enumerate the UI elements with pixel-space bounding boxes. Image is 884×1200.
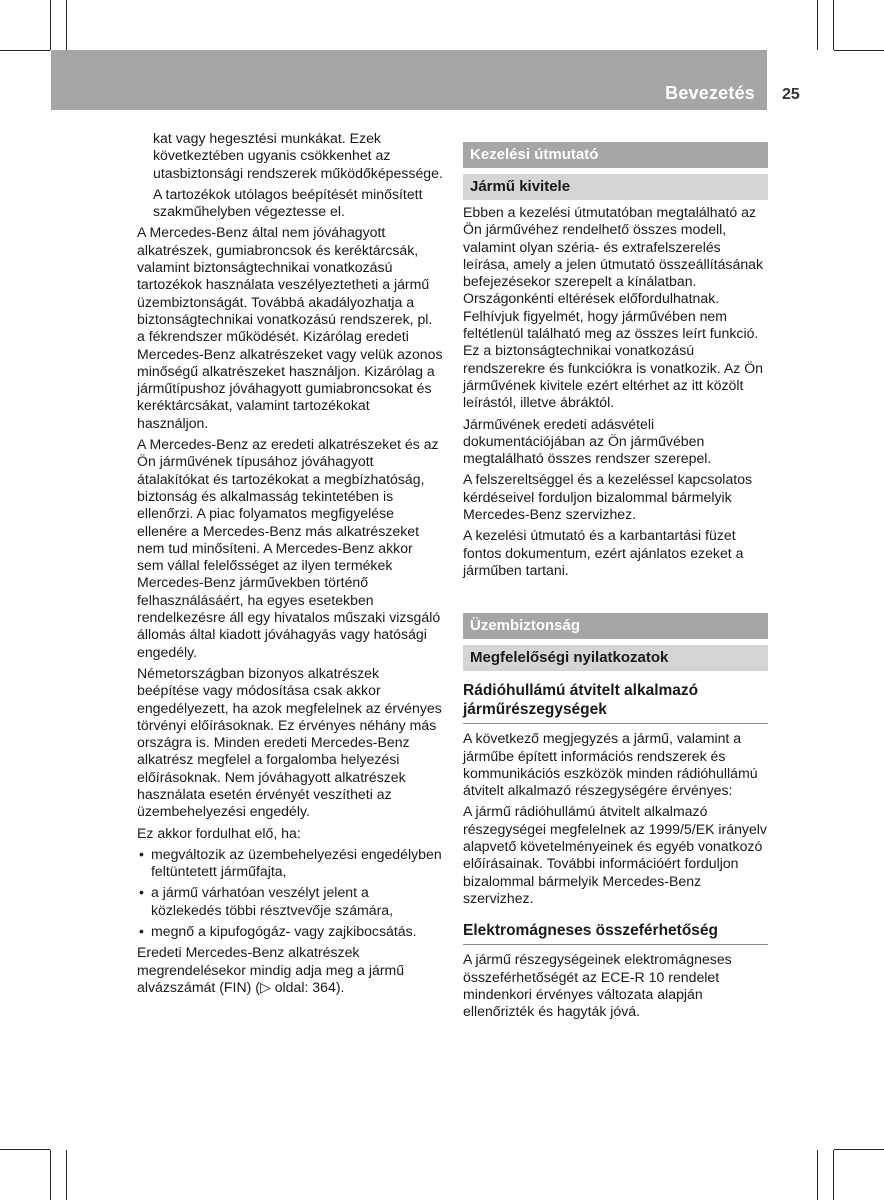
bullet-list (137, 846, 443, 940)
crop-mark (66, 1150, 67, 1200)
page-number-box (770, 50, 816, 110)
subsection-title: Megfelelőségi nyilatkozatok (463, 645, 768, 671)
paragraph: A Mercedes-Benz az eredeti alkatrészeket és az Ön járművének típusához jóváhagyott átalakítókat és tartozékokat a megbízhatóság, biztonság és alkalmasság tekintetében is ellenőrzi. A piac folyamatos megfigyelése ellenére a Mercedes-Benz más alkatrészeket nem tud minősíteni. A Mercedes-Benz akkor sem vállal felelősséget az ilyen termékek Mercedes-Benz járművekben történő felhasználásáért, ha egyes esetekben rendelkezésre áll egy hivatalos műszaki vizsgáló állomás által kiadott jóváhagyás vagy hatósági engedély. (137, 436, 441, 660)
chapter-title: Bevezetés (665, 83, 755, 103)
list-item: • megnő a kipufogógáz- vagy zajkibocsátás. (137, 923, 443, 940)
heading-emc: Elektromágneses összeférhetőség (463, 921, 768, 945)
crop-mark (833, 0, 834, 50)
crop-mark (834, 1149, 884, 1150)
paragraph: A felszereltséggel és a kezeléssel kapcsolatos kérdéseivel forduljon bizalommal bármelyik Mercedes-Benz szervizhez. (463, 471, 753, 523)
paragraph: A kezelési útmutató és a karbantartási füzet fontos dokumentum, ezért ajánlatos ezeket a járműben tartani. (463, 527, 744, 578)
heading-radio: Rádióhullámú átvitelt alkalmazó járműrészegységek (463, 681, 768, 724)
paragraph: Németországban bizonyos alkatrészek beépítése vagy módosítása csak akkor engedélyezett, ha azok megfelelnek az érvényes törvényi előírásoknak. Ez érvényes néhány más országra is. Minden eredeti Mercedes-Benz alkatrész megfelel a forgalomba helyezési előírásoknak. Nem jóváhagyott alkatrészek használata esetén érvényét veszítheti az üzembehelyezési engedély. (137, 664, 442, 820)
paragraph: A jármű rádióhullámú átvitelt alkalmazó részegységei megfelelnek az 1999/5/EK irányelv alapvető követelményeinek és egyéb vonatkozó előírásainak. További információért forduljon bizalommal bármelyik Mercedes-Benz szervizhez. (463, 803, 767, 906)
crop-mark (50, 1150, 51, 1200)
right-column (463, 130, 768, 1024)
subsection-title: Jármű kivitele (463, 174, 768, 200)
paragraph: A Mercedes-Benz által nem jóváhagyott alkatrészek, gumiabroncsok és keréktárcsák, valamint biztonságtechnikai vonatkozású tartozékok használata veszélyeztetheti a jármű üzembiztonságát. Továbbá akadályozhatja a biztonságtechnikai vonatkozású rendszerek, pl. a fékrendszer működését. Kizárólag eredeti Mercedes-Benz alkatrészeket vagy velük azonos minőségű alkatrészeket használjon. Kizárólag a járműtípushoz jóváhagyott gumiabroncsokat és keréktárcsákat, valamint tartozékokat használjon. (137, 224, 443, 431)
list-item: • a jármű várhatóan veszélyt jelent a közlekedés többi résztvevője számára, (137, 884, 443, 919)
left-column (137, 130, 443, 1000)
crop-mark (833, 1150, 834, 1200)
section-title: Üzembiztonság (463, 613, 768, 639)
paragraph: Ez akkor fordulhat elő, ha: (137, 824, 301, 841)
closing-paragraph: Eredeti Mercedes-Benz alkatrészek megrendelésekor mindig adja meg a jármű alvázszámát (FIN) (▷ oldal: 364). (137, 944, 405, 995)
list-item: • megváltozik az üzembehelyezési engedélyben feltüntetett járműfajta, (137, 846, 443, 881)
crop-mark (50, 0, 51, 50)
crop-mark (0, 50, 50, 51)
indented-paragraph: kat vagy hegesztési munkákat. Ezek következtében ugyanis csökkenhet az utasbiztonsági rendszerek működőképessége. (153, 130, 443, 181)
crop-mark (834, 50, 884, 51)
crop-mark (817, 1150, 818, 1200)
paragraph: A jármű részegységeinek elektromágneses összeférhetőségét az ECE-R 10 rendelet mindenkori érvényes változata alapján ellenőrizték és hagyták jóvá. (463, 951, 732, 1020)
paragraph: Ebben a kezelési útmutatóban megtalálható az Ön járművéhez rendelhető összes modell, valamint olyan széria- és extrafelszerelés leírása, amely a jelen útmutató összeállításának befejezésekor szerepelt a kínálatban. Országonkénti eltérések előfordulhatnak. Felhívjuk figyelmét, hogy járművében nem feltétlenül található meg az összes leírt funkció. Ez a biztonságtechnikai vonatkozású rendszerekre és funkciókra is vonatkozik. Az Ön járművének kivitele ezért eltérhet az itt közölt leírástól, illetve ábráktól. (463, 204, 764, 411)
crop-mark (0, 1149, 50, 1150)
section-title: Kezelési útmutató (463, 142, 768, 168)
crop-mark (66, 0, 67, 50)
page-header (51, 50, 767, 110)
paragraph: Járművének eredeti adásvételi dokumentációjában az Ön járművében megtalálható összes rendszer szerepel. (463, 415, 712, 467)
paragraph: A következő megjegyzés a jármű, valamint a járműbe épített információs rendszerek és kommunikációs eszközök minden rádióhullámú átvitelt alkalmazó részegységére érvényes: (463, 730, 758, 799)
crop-mark (817, 0, 818, 50)
indented-paragraph: A tartozékok utólagos beépítését minősített szakműhelyben végeztesse el. (153, 185, 423, 220)
page-number: 25 (782, 86, 800, 103)
